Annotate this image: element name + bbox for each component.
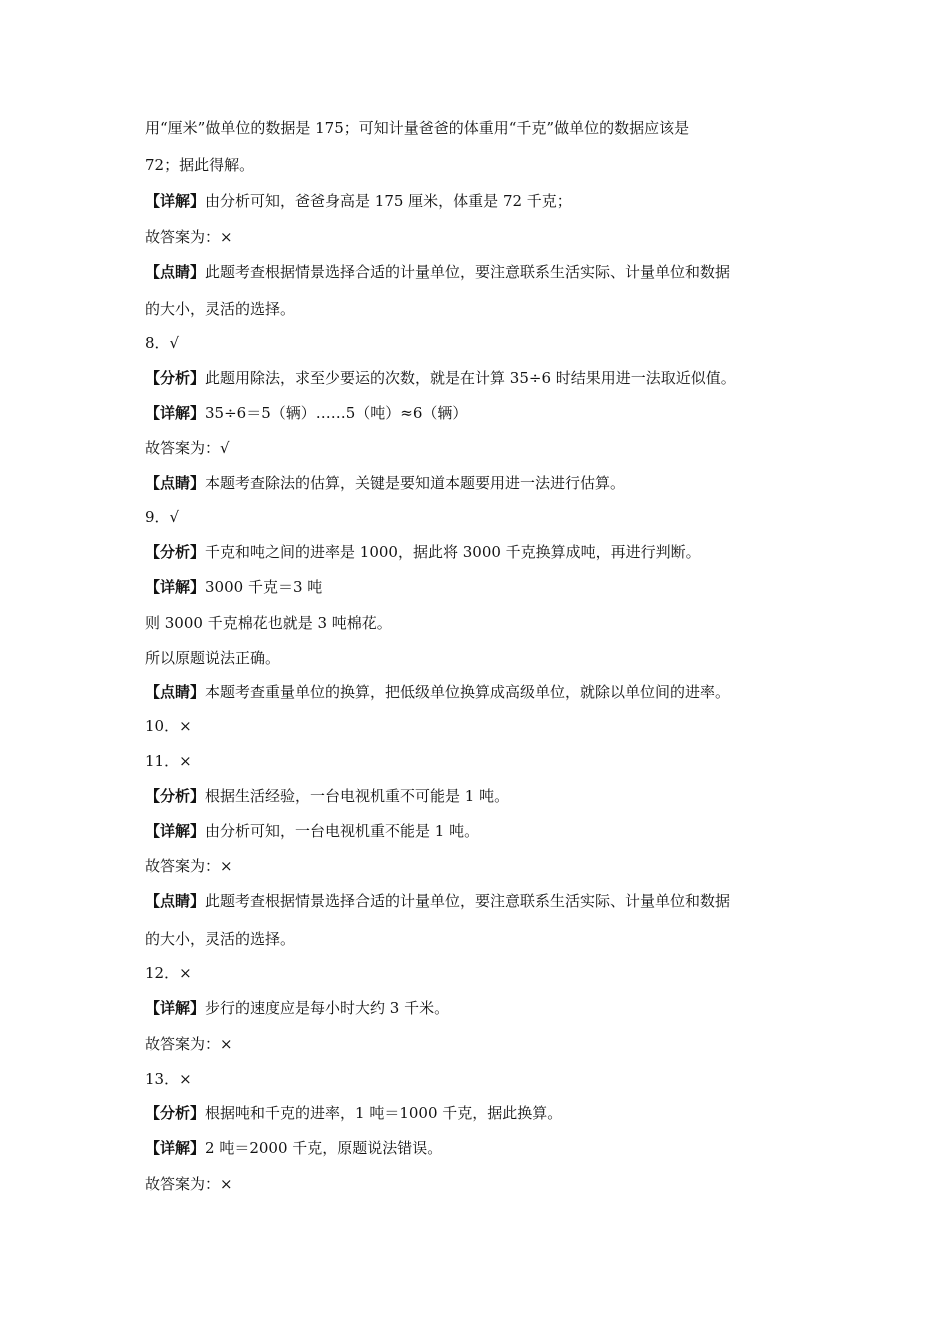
text-line: 【分析】根据吨和千克的进率，1 吨＝1000 千克，据此换算。 bbox=[145, 1104, 563, 1122]
section-tag: 【详解】 bbox=[145, 404, 206, 422]
text-line: 【点睛】此题考查根据情景选择合适的计量单位，要注意联系生活实际、计量单位和数据 bbox=[145, 263, 731, 281]
question-number: 10．× bbox=[145, 717, 192, 735]
text-line: 故答案为：√ bbox=[145, 439, 230, 457]
section-tag: 【点睛】 bbox=[145, 263, 206, 281]
text-line: 【详解】步行的速度应是每小时大约 3 千米。 bbox=[145, 999, 450, 1017]
text-line: 所以原题说法正确。 bbox=[145, 649, 281, 667]
text-line: 则 3000 千克棉花也就是 3 吨棉花。 bbox=[145, 614, 392, 632]
section-tag: 【分析】 bbox=[145, 787, 206, 805]
question-number: 11．× bbox=[145, 752, 192, 770]
section-tag: 【详解】 bbox=[145, 999, 206, 1017]
text-line: 【分析】根据生活经验，一台电视机重不可能是 1 吨。 bbox=[145, 787, 510, 805]
text-line: 【详解】由分析可知，一台电视机重不能是 1 吨。 bbox=[145, 822, 480, 840]
section-tag: 【分析】 bbox=[145, 543, 206, 561]
text-line: 【详解】35÷6＝5（辆）……5（吨）≈6（辆） bbox=[145, 404, 468, 422]
text-line: 故答案为：× bbox=[145, 228, 233, 246]
section-tag: 【分析】 bbox=[145, 369, 206, 387]
question-number: 8．√ bbox=[145, 334, 180, 352]
text-line: 【详解】2 吨＝2000 千克，原题说法错误。 bbox=[145, 1139, 443, 1157]
text-line: 故答案为：× bbox=[145, 857, 233, 875]
section-tag: 【分析】 bbox=[145, 1104, 206, 1122]
section-tag: 【点睛】 bbox=[145, 683, 206, 701]
section-tag: 【详解】 bbox=[145, 822, 206, 840]
text-line: 【分析】此题用除法，求至少要运的次数，就是在计算 35÷6 时结果用进一法取近似值。 bbox=[145, 369, 736, 387]
text-line: 用“厘米”做单位的数据是 175；可知计量爸爸的体重用“千克”做单位的数据应该是 bbox=[145, 119, 690, 137]
text-line: 故答案为：× bbox=[145, 1175, 233, 1193]
section-tag: 【详解】 bbox=[145, 1139, 206, 1157]
text-line: 的大小，灵活的选择。 bbox=[145, 300, 296, 318]
text-line: 72；据此得解。 bbox=[145, 156, 255, 174]
question-number: 9．√ bbox=[145, 508, 180, 526]
section-tag: 【点睛】 bbox=[145, 892, 206, 910]
text-line: 【详解】由分析可知，爸爸身高是 175 厘米，体重是 72 千克； bbox=[145, 192, 572, 210]
question-number: 12．× bbox=[145, 964, 192, 982]
text-line: 【点睛】本题考查重量单位的换算，把低级单位换算成高级单位，就除以单位间的进率。 bbox=[145, 683, 731, 701]
question-number: 13．× bbox=[145, 1070, 192, 1088]
section-tag: 【详解】 bbox=[145, 192, 206, 210]
section-tag: 【点睛】 bbox=[145, 474, 206, 492]
text-line: 【详解】3000 千克＝3 吨 bbox=[145, 578, 323, 596]
text-line: 故答案为：× bbox=[145, 1035, 233, 1053]
section-tag: 【详解】 bbox=[145, 578, 206, 596]
text-line: 【点睛】本题考查除法的估算，关键是要知道本题要用进一法进行估算。 bbox=[145, 474, 626, 492]
text-line: 【分析】千克和吨之间的进率是 1000，据此将 3000 千克换算成吨，再进行判断。 bbox=[145, 543, 701, 561]
text-line: 【点睛】此题考查根据情景选择合适的计量单位，要注意联系生活实际、计量单位和数据 bbox=[145, 892, 731, 910]
text-line: 的大小，灵活的选择。 bbox=[145, 930, 296, 948]
